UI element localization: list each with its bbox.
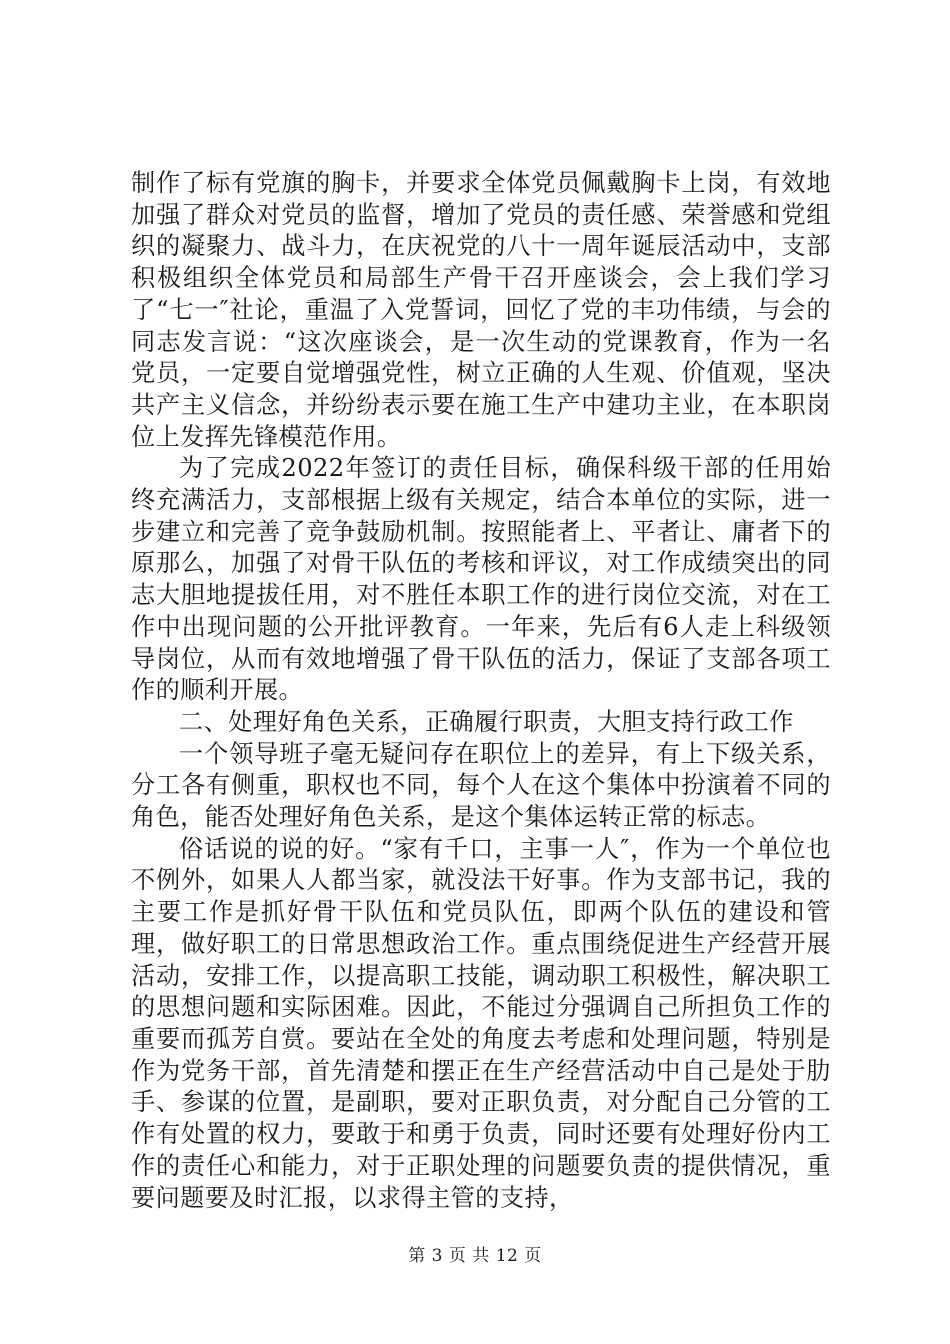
document-body bbox=[131, 168, 831, 1214]
paragraph-3: 一个领导班子毫无疑问存在职位上的差异，有上下级关系，分工各有侧重，职权也不同，每个人在这个集体中扮演着不同的角色，能否处理好角色关系，是这个集体运转正常的标志。 bbox=[131, 739, 831, 832]
paragraph-2: 为了完成2022年签订的责任目标，确保科级干部的任用始终充满活力，支部根据上级有关规定，结合本单位的实际，进一步建立和完善了竞争鼓励机制。按照能者上、平者让、庸者下的原那么，加强了对骨干队伍的考核和评议，对工作成绩突出的同志大胆地提拔任用，对不胜任本职工作的进行岗位交流，对在工作中出现问题的公开批评教育。一年来，先后有6人走上科级领导岗位，从而有效地增强了骨干队伍的活力，保证了支部各项工作的顺利开展。 bbox=[131, 454, 831, 705]
section-heading: 二、处理好角色关系，正确履行职责，大胆支持行政工作 bbox=[179, 707, 794, 736]
paragraph-1: 制作了标有党旗的胸卡，并要求全体党员佩戴胸卡上岗，有效地加强了群众对党员的监督，增加了党员的责任感、荣誉感和党组织的凝聚力、战斗力，在庆祝党的八十一周年诞辰活动中，支部积极组织全体党员和局部生产骨干召开座谈会，会上我们学习了“七一″社论，重温了入党誓词，回忆了党的丰功伟绩，与会的同志发言说：“这次座谈会，是一次生动的党课教育，作为一名党员，一定要自觉增强党性，树立正确的人生观、价值观，坚决共产主义信念，并纷纷表示要在施工生产中建功主业，在本职岗位上发挥先锋模范作用。 bbox=[131, 169, 831, 451]
page-footer: 第 3 页 共 12 页 bbox=[408, 1246, 542, 1266]
paragraph-4: 俗话说的说的好。“家有千口，主事一人″，作为一个单位也不例外，如果人人都当家，就没法干好事。作为支部书记，我的主要工作是抓好骨干队伍和党员队伍，即两个队伍的建设和管理，做好职工的日常思想政治工作。重点围绕促进生产经营开展活动，安排工作，以提高职工技能，调动职工积极性，解决职工的思想问题和实际困难。因此，不能过分强调自己所担负工作的重要而孤芳自赏。要站在全处的角度去考虑和处理问题，特别是作为党务干部，首先清楚和摆正在生产经营活动中自己是处于肋手、参谋的位置，是副职，要对正职负责，对分配自己分管的工作有处置的权力，要敢于和勇于负责，同时还要有处理好份内工作的责任心和能力，对于正职处理的问题要负责的提供情况，重要问题要及时汇报，以求得主管的支持， bbox=[131, 834, 831, 1212]
